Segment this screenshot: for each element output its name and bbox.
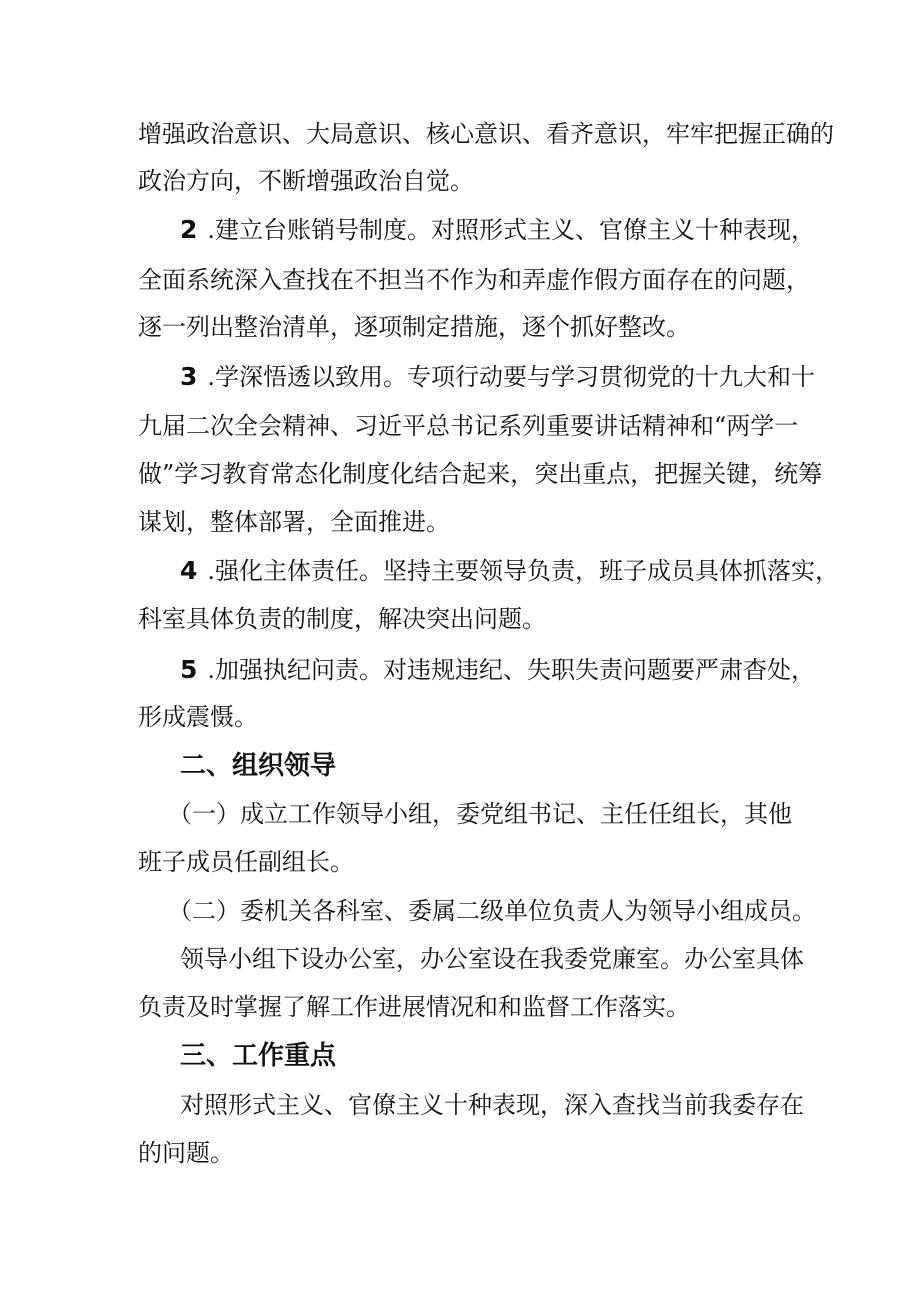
paragraph-line: 做”学习教育常态化制度化结合起来，突出重点，把握关键，统筹 bbox=[138, 460, 823, 488]
paragraph-line: 科室具体负责的制度，解决突出问题。 bbox=[138, 605, 546, 633]
paragraph-line: 班子成员任副组长。 bbox=[138, 848, 354, 876]
numbered-item-2 bbox=[0, 210, 920, 250]
paragraph-line: .加强执纪问责。对违规违纪、失职失责问题要严肃杳处， bbox=[207, 656, 816, 684]
paragraph-line: 的问题。 bbox=[138, 1139, 234, 1167]
numbered-item-4 bbox=[0, 551, 920, 591]
section-heading: 三、工作重点 bbox=[180, 1041, 337, 1071]
numbered-item-5 bbox=[0, 650, 920, 690]
paragraph-line: （二）委机关各科室、委属二级单位负责人为领导小组成员。 bbox=[168, 897, 816, 925]
paragraph-line: 谋划，整体部署，全面推进。 bbox=[138, 508, 450, 536]
paragraph-line: 逐一列出整治清单，逐项制定措施，逐个抓好整改。 bbox=[138, 313, 690, 341]
paragraph-line: .建立台账销号制度。对照形式主义、官僚主义十种表现， bbox=[207, 216, 816, 244]
paragraph-line: .学深悟透以致用。专项行动要与学习贯彻党的十九大和十 bbox=[207, 363, 816, 391]
paragraph-line: 全面系统深入查找在不担当不作为和弄虚作假方面存在的问题， bbox=[138, 266, 810, 294]
item-number: 4 bbox=[180, 556, 198, 585]
paragraph-line: 对照形式主义、官僚主义十种表现，深入查找当前我委存在 bbox=[180, 1091, 804, 1119]
paragraph-line: 政治方向，不断增强政治自觉。 bbox=[138, 167, 474, 195]
paragraph-line: .强化主体责任。坚持主要领导负责，班子成员具体抓落实， bbox=[207, 557, 840, 585]
paragraph-line: 领导小组下设办公室，办公室设在我委党廉室。办公室具体 bbox=[180, 945, 804, 973]
paragraph-line: 负责及时掌握了解工作进展情况和和监督工作落实。 bbox=[138, 993, 690, 1021]
item-number: 3 bbox=[180, 362, 198, 391]
numbered-item-3 bbox=[0, 357, 920, 397]
section-heading: 二、组织领导 bbox=[180, 751, 337, 781]
item-number: 5 bbox=[180, 655, 198, 684]
item-number: 2 bbox=[180, 215, 198, 244]
paragraph-line: 形成震慑。 bbox=[138, 703, 258, 731]
paragraph-line: （一）成立工作领导小组，委党组书记、主任任组长，其他 bbox=[168, 800, 792, 828]
paragraph-line: 九届二次全会精神、习近平总书记系列重要讲话精神和“两学一 bbox=[138, 412, 799, 440]
paragraph-line: 增强政治意识、大局意识、核心意识、看齐意识，牢牢把握正确的 bbox=[138, 120, 834, 148]
